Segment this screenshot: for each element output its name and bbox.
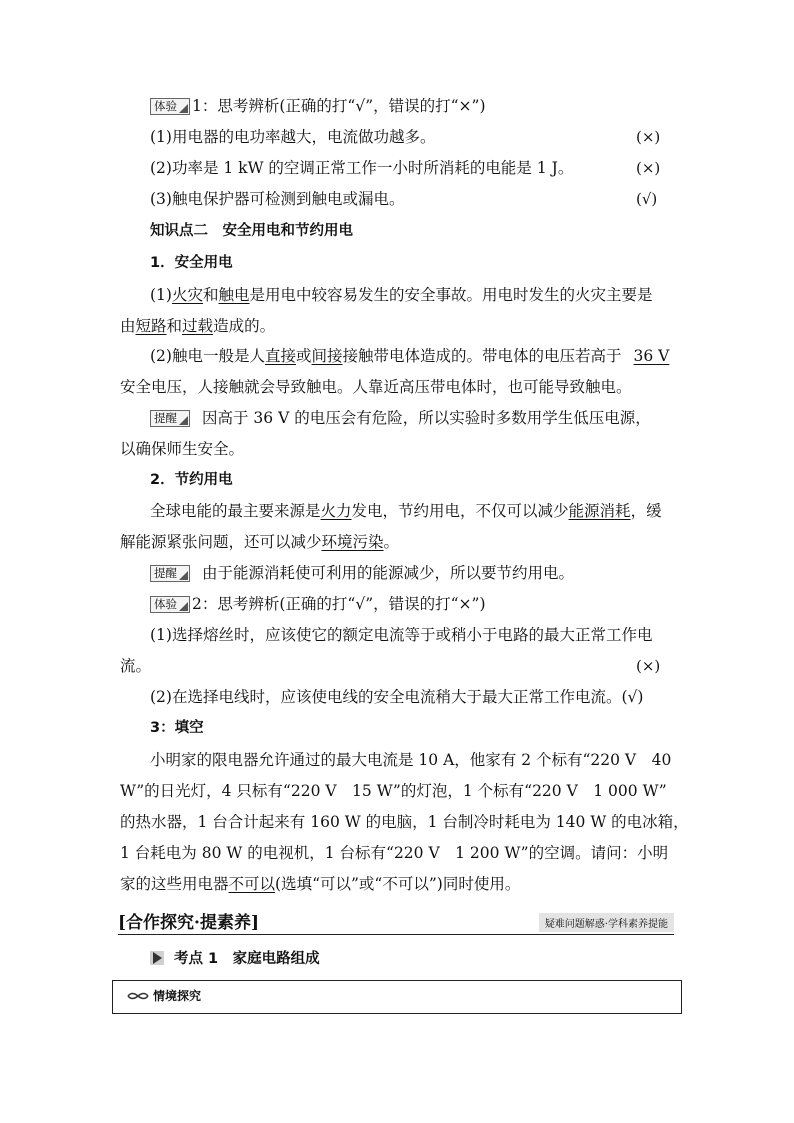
answer-direct: 直接 xyxy=(264,347,296,365)
answer-indirect: 间接 xyxy=(311,347,343,365)
answer-overload: 过载 xyxy=(182,317,214,335)
kp2-s1-title: 1．安全用电 xyxy=(150,255,233,271)
exp1-mark-1: (×) xyxy=(636,128,661,146)
section-header xyxy=(118,908,674,935)
kp2-s2-title: 2．节约用电 xyxy=(150,472,233,488)
exp2-item1-line1: (1)选择熔丝时，应该使它的额定电流等于或稍小于电路的最大正常工作电 xyxy=(150,626,653,644)
answer-voltage: 36 V xyxy=(633,347,670,365)
exp2-tag: 体验 xyxy=(150,596,190,613)
section-subtitle: 疑难问题解惑·学科素养提能 xyxy=(539,913,674,932)
scenario-label: 情境探究 xyxy=(153,989,202,1003)
exp1-mark-2: (×) xyxy=(636,159,661,177)
answer-pollution: 环境污染 xyxy=(321,533,384,551)
scenario-box xyxy=(112,980,682,1014)
kp2-tip1-line2: 以确保师生安全。 xyxy=(120,440,245,458)
answer-energy-consumption: 能源消耗 xyxy=(568,502,631,520)
kp2-p1-line2: 由短路和过载造成的。 xyxy=(120,317,276,335)
tip-tag: 提醒 xyxy=(150,410,190,427)
exp2-mark-1: (×) xyxy=(636,657,661,675)
exp2-title: 体验 2：思考辨析(正确的打“√”，错误的打“×”) xyxy=(150,593,486,615)
exp2-item1-line2: 流。 xyxy=(120,657,152,675)
fill-line-4: 1 台耗电为 80 W 的电视机，1 台标有“220 V 1 200 W”的空调。请问：小明 xyxy=(120,844,669,862)
section-title: [合作探究·提素养] xyxy=(118,913,260,933)
answer-thermal: 火力 xyxy=(320,502,352,520)
fill-line-2: W”的日光灯，4 只标有“220 V 15 W”的灯泡，1 个标有“220 V 1 000 W” xyxy=(120,782,667,800)
fill-line-3: 的热水器，1 台合计起来有 160 W 的电脑，1 台制冷时耗电为 140 W 的电冰箱， xyxy=(120,813,689,831)
play-icon xyxy=(150,951,164,965)
kp2-p1-line1: (1)火灾和触电是用电中较容易发生的安全事故。用电时发生的火灾主要是 xyxy=(150,286,653,304)
exp1-title: 体验 1：思考辨析(正确的打“√”，错误的打“×”) xyxy=(150,95,486,117)
answer-short-circuit: 短路 xyxy=(135,317,167,335)
kp2-p2-line1: (2)触电一般是人直接或间接接触带电体造成的。带电体的电压若高于 36 V xyxy=(150,347,670,365)
kp2-p3-line2: 解能源紧张问题，还可以减少环境污染。 xyxy=(120,533,400,551)
answer-fire: 火灾 xyxy=(171,286,203,304)
answer-electric-shock: 触电 xyxy=(218,286,250,304)
exp1-mark-3: (√) xyxy=(636,190,658,208)
answer-cannot: 不可以 xyxy=(228,875,276,893)
topic-heading: 考点 1 家庭电路组成 xyxy=(150,948,320,970)
scenario-icon xyxy=(127,990,149,1002)
fill-line-5: 家的这些用电器不可以(选填“可以”或“不可以”)同时使用。 xyxy=(120,875,521,893)
exp1-item-2: (2)功率是 1 kW 的空调正常工作一小时所消耗的电能是 1 J。 xyxy=(150,159,574,177)
exp1-item-1: (1)用电器的电功率越大，电流做功越多。 xyxy=(150,128,436,146)
exp1-item-3: (3)触电保护器可检测到触电或漏电。 xyxy=(150,190,405,208)
kp2-p2-line2: 安全电压，人接触就会导致触电。人靠近高压带电体时，也可能导致触电。 xyxy=(120,378,632,396)
exp2-item2: (2)在选择电线时，应该使电线的安全电流稍大于最大正常工作电流。(√) xyxy=(150,688,644,706)
kp2-heading: 知识点二 安全用电和节约用电 xyxy=(150,223,353,239)
kp2-p3-line1: 全球电能的最主要来源是火力发电，节约用电，不仅可以减少能源消耗，缓 xyxy=(150,502,662,520)
fill-line-1: 小明家的限电器允许通过的最大电流是 10 A，他家有 2 个标有“220 V 40 xyxy=(150,751,672,769)
tip-tag: 提醒 xyxy=(150,565,190,582)
kp2-tip2: 提醒 由于能源消耗使可利用的能源减少，所以要节约用电。 xyxy=(150,562,574,584)
exp1-tag: 体验 xyxy=(150,98,190,115)
kp2-tip1-line1: 提醒 因高于 36 V 的电压会有危险，所以实验时多数用学生低压电源， xyxy=(150,407,651,429)
fill-title: 3：填空 xyxy=(150,720,204,736)
